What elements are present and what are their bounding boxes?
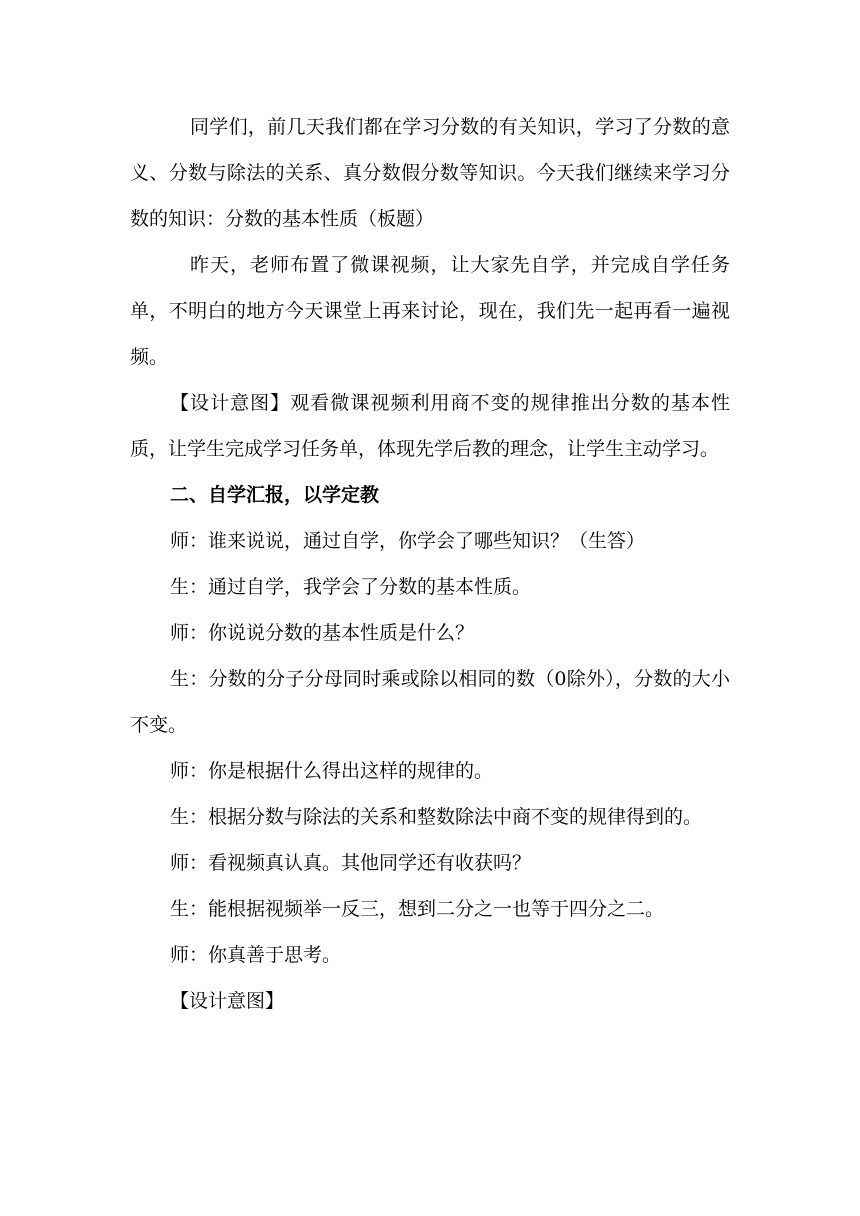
dialogue-line: 师：看视频真认真。其他同学还有收获吗？ [170,852,532,874]
intro-paragraph: 同学们，前几天我们都在学习分数的有关知识，学习了分数的意义、分数与除法的关系、真分数假分数等知识。今天我们继续来学习分数的知识：分数的基本性质（板题） [130,116,730,230]
design-intent-paragraph: 【设计意图】观看微课视频利用商不变的规律推出分数的基本性质，让学生完成学习任务单，体现先学后教的理念，让学生主动学习。 [130,392,730,460]
design-intent-label: 【设计意图】 [170,990,285,1012]
homework-paragraph: 昨天，老师布置了微课视频，让大家先自学，并完成自学任务单，不明白的地方今天课堂上再来讨论，现在，我们先一起再看一遍视频。 [130,254,730,368]
dialogue-line: 生：通过自学，我学会了分数的基本性质。 [170,576,532,598]
dialogue-line: 师：你真善于思考。 [170,944,342,966]
dialogue-line: 师：你说说分数的基本性质是什么？ [170,622,475,644]
dialogue-line: 师：你是根据什么得出这样的规律的。 [170,760,494,782]
dialogue-line: 师：谁来说说，通过自学，你学会了哪些知识？（生答） [170,530,646,552]
dialogue-line: 生：分数的分子分母同时乘或除以相同的数（0除外），分数的大小不变。 [130,668,730,736]
section-heading: 二、自学汇报，以学定教 [170,484,380,506]
dialogue-line: 生：根据分数与除法的关系和整数除法中商不变的规律得到的。 [170,806,703,828]
dialogue-line: 生：能根据视频举一反三，想到二分之一也等于四分之二。 [170,898,665,920]
